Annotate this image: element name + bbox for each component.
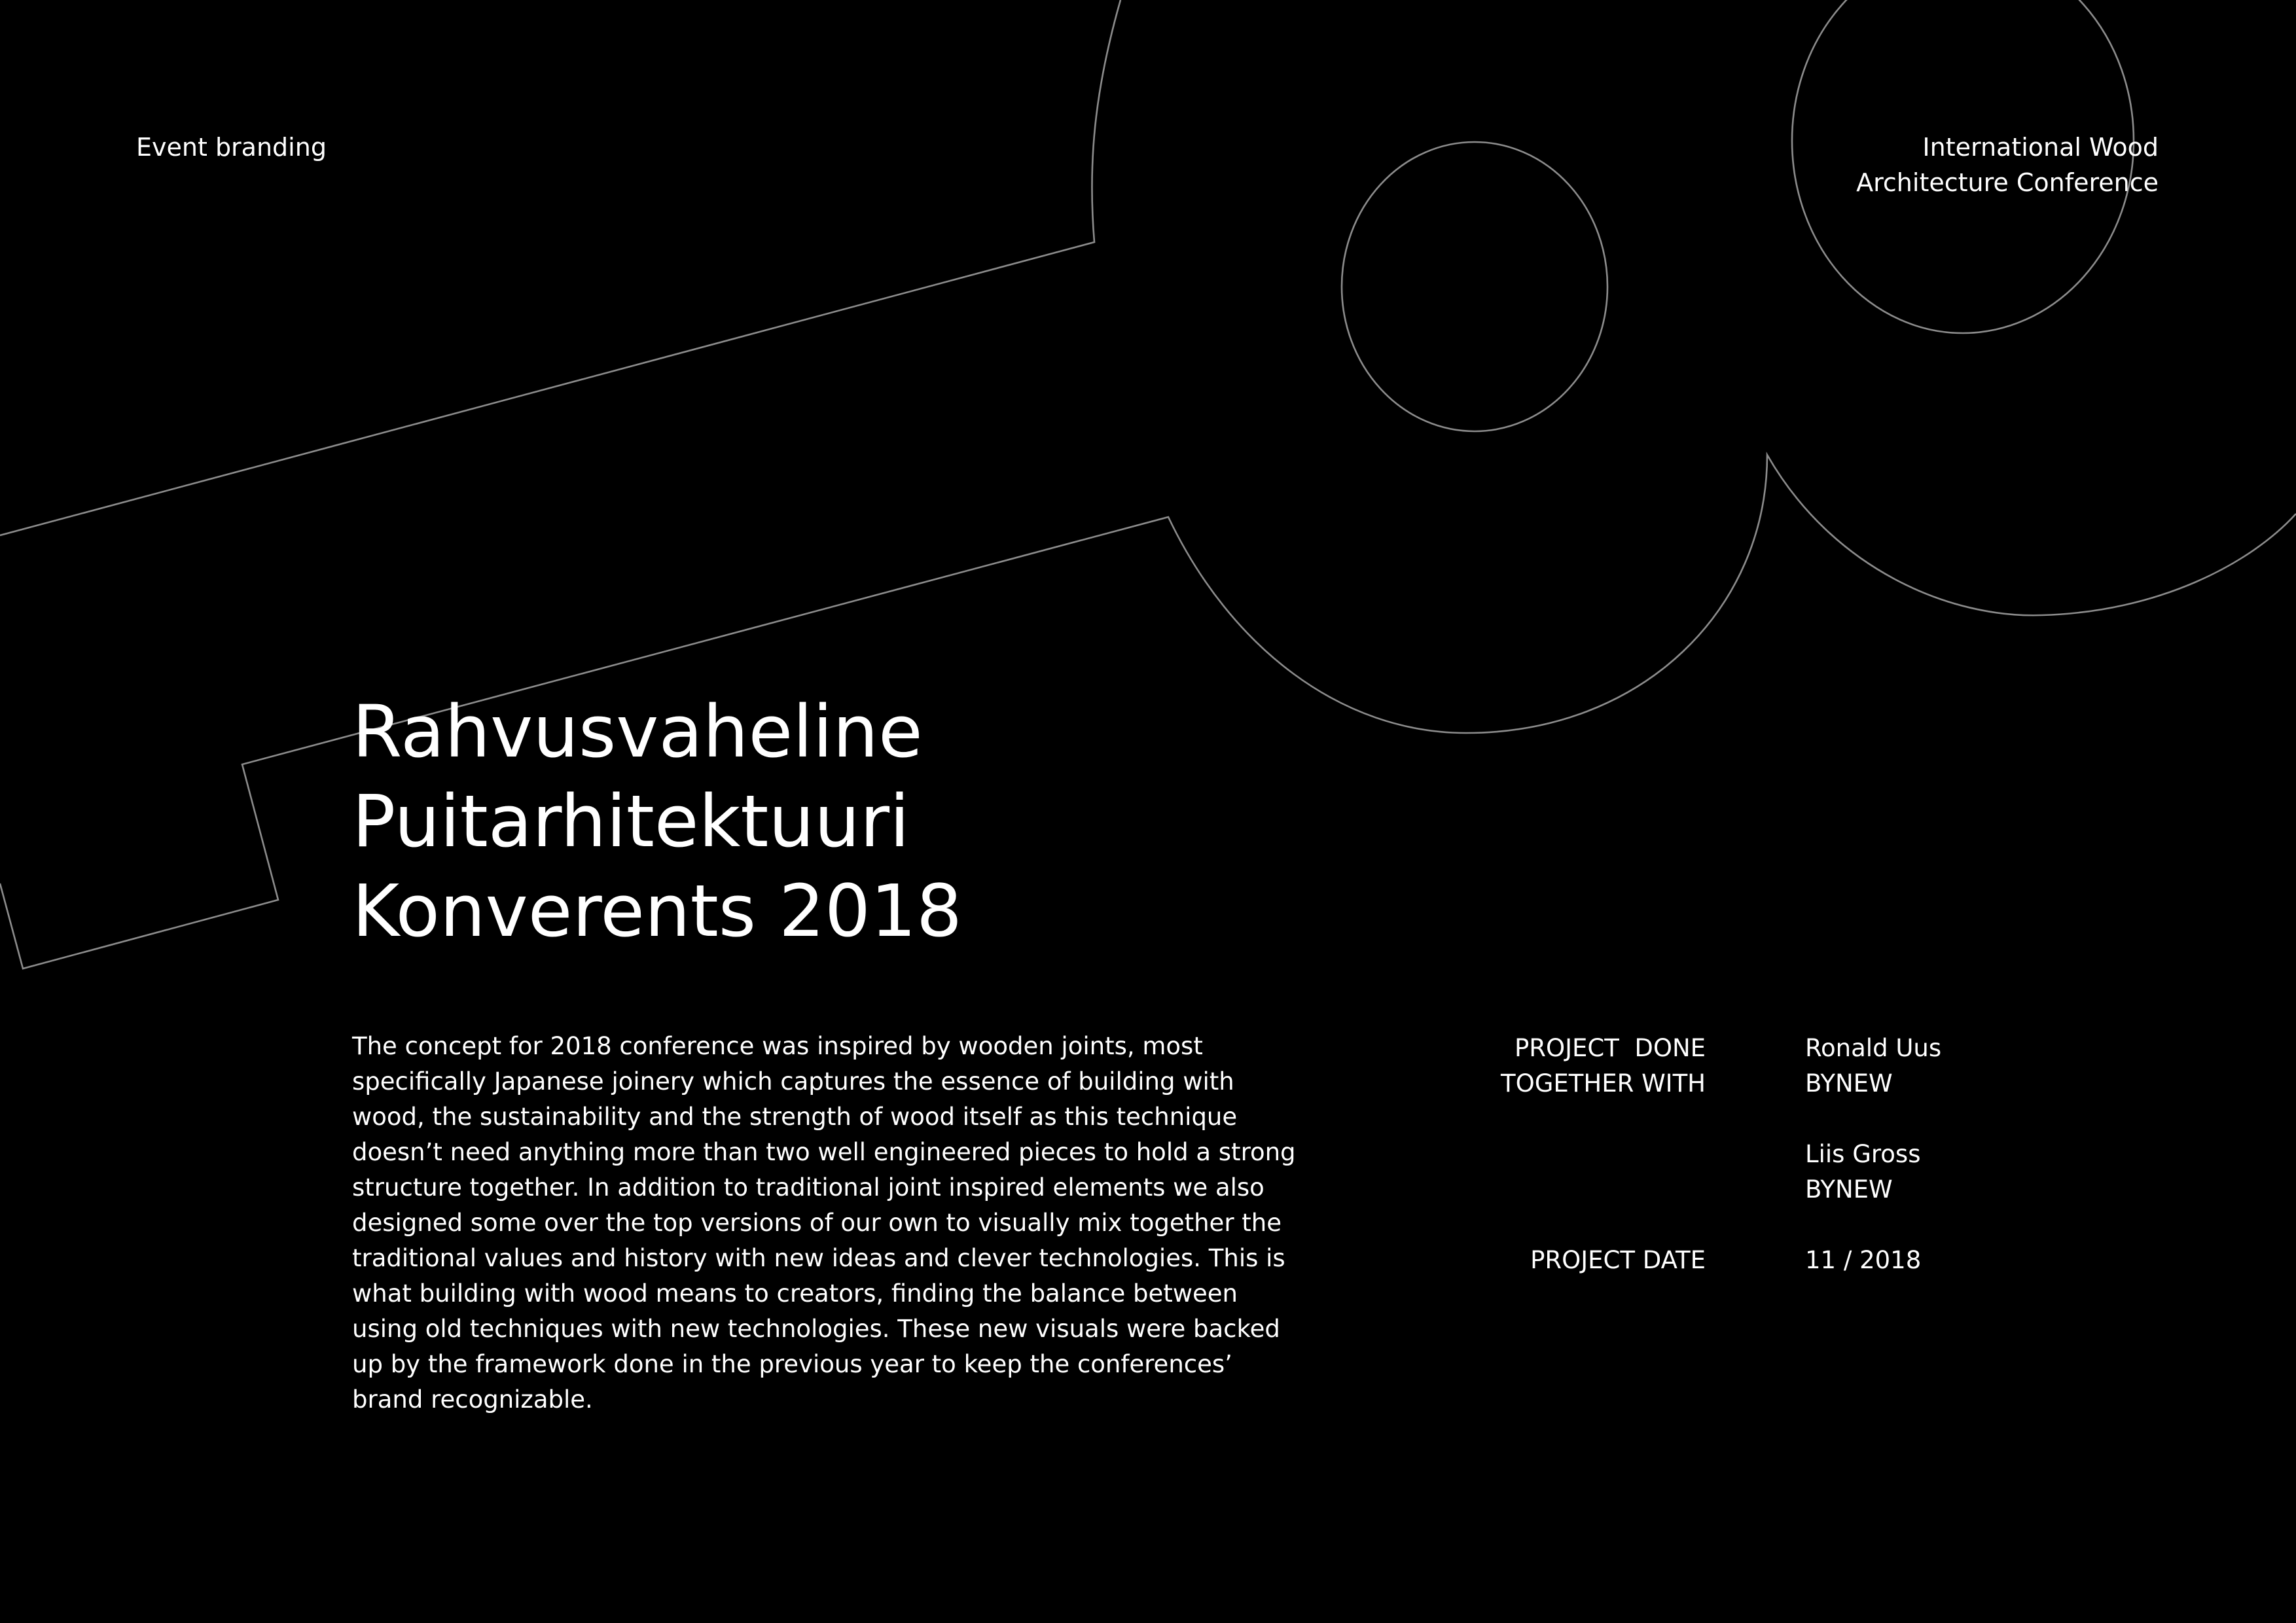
- collaborator-name: Ronald Uus: [1805, 1034, 1942, 1062]
- collaborator-name: Liis Gross: [1805, 1140, 1921, 1168]
- collaborator-company: BYNEW: [1805, 1175, 1893, 1204]
- category-label: Event branding: [136, 133, 327, 162]
- project-description: The concept for 2018 conference was inspired by wooden joints, most specifically Japanese joinery which captures the essence of building with wood, the sustainability and the strength of wood itself as this technique doesn’t need anything more than two well engineered pieces to hold a strong structure together. In addition to traditional joint inspired elements we also designed some over the top versions of our own to visually mix together the traditional values and history with new ideas and clever technologies. This is what building with wood means to creators, finding the balance between using old techniques with new technologies. These new visuals were backed up by the framework done in the previous year to keep the conferences’ brand recognizable.: [352, 1032, 1296, 1414]
- client-name: [1700, 130, 2159, 200]
- project-meta-values: [1805, 1031, 2172, 1278]
- title-line-2: Puitarhitektuuri: [352, 779, 910, 863]
- client-name-line-2: Architecture Conference: [1856, 168, 2159, 197]
- project-date-value: 11 / 2018: [1805, 1246, 1922, 1274]
- project-meta-labels: [1388, 1031, 1706, 1278]
- title-line-1: Rahvusvaheline: [352, 690, 923, 774]
- project-date-label: PROJECT DATE: [1530, 1246, 1706, 1274]
- done-with-label-line-1: PROJECT DONE: [1514, 1034, 1706, 1062]
- title-line-3: Konverents 2018: [352, 869, 962, 953]
- conference-title: [352, 687, 962, 956]
- collaborator-company: BYNEW: [1805, 1069, 1893, 1097]
- client-name-line-1: International Wood: [1922, 133, 2159, 162]
- joint-hole-outline-left: [1342, 142, 1607, 431]
- done-with-label-line-2: TOGETHER WITH: [1501, 1069, 1706, 1097]
